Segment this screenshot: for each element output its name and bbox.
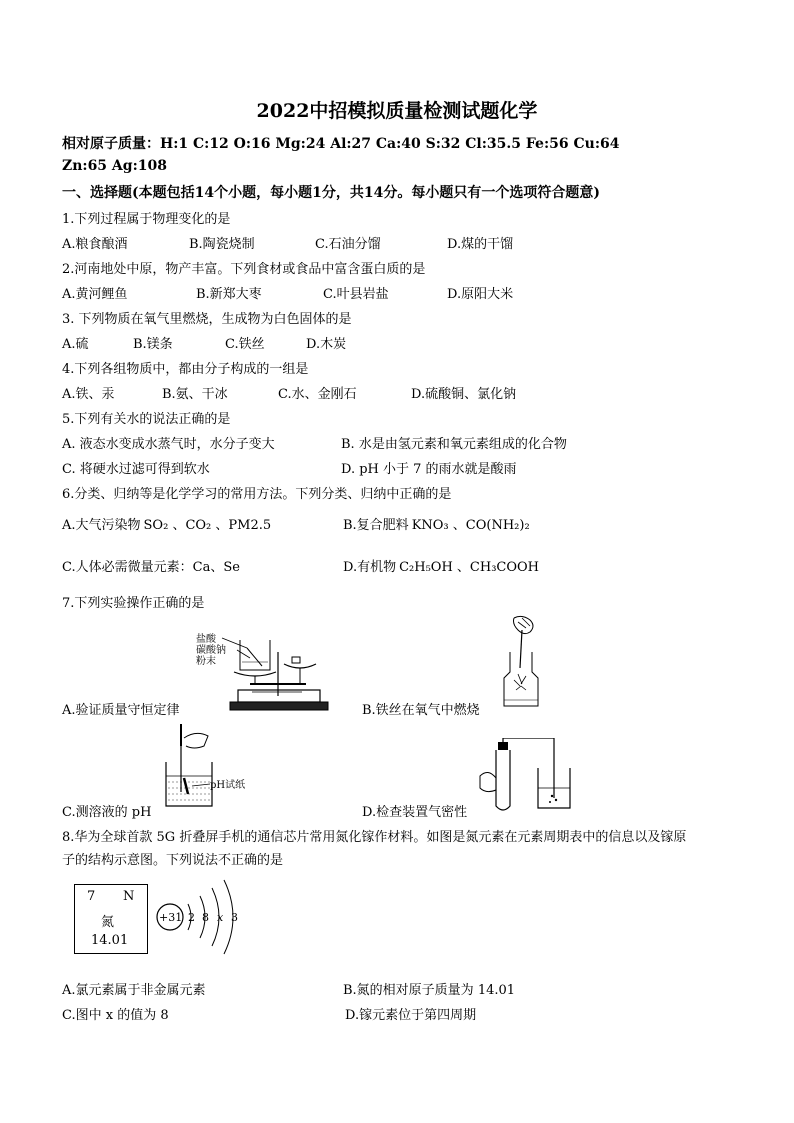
q8-option-c: C.图中 x 的值为 8: [62, 1008, 169, 1023]
q6-option-a: [62, 514, 271, 533]
q7-option-d: D.检查装置气密性: [362, 805, 468, 820]
q6-option-b: [343, 514, 530, 533]
q5-option-c: C. 将硬水过滤可得到软水: [62, 462, 210, 477]
q8-option-d: D.镓元素位于第四周期: [345, 1008, 477, 1023]
q6-option-d-prefix: D.有机物: [343, 560, 397, 575]
q6-option-b-prefix: B.复合肥料: [343, 518, 409, 533]
q7-option-c: C.测溶液的 pH: [62, 805, 152, 820]
q4-option-b: B.氨、干冰: [162, 387, 228, 402]
q3-option-a: A.硫: [62, 337, 89, 352]
q4-option-d: D.硫酸铜、氯化钠: [411, 387, 517, 402]
cell-mass: 14.01: [91, 933, 129, 948]
balance-figure: [192, 628, 342, 716]
label-na2co3: 碳酸钠: [196, 645, 226, 656]
q6-option-a-formula: SO₂ 、CO₂ 、PM2.5: [143, 518, 272, 533]
q5-option-b: B. 水是由氢元素和氧元素组成的化合物: [341, 437, 567, 452]
shell-1: 2: [188, 911, 195, 924]
section-heading: 一、选择题(本题包括14个小题，每小题1分，共14分。每小题只有一个选项符合题意): [62, 185, 600, 201]
label-ph-paper: pH试纸: [210, 780, 246, 791]
q5-option-a: A. 液态水变成水蒸气时，水分子变大: [62, 437, 275, 452]
q2-stem: 2.河南地处中原，物产丰富。下列食材或食品中富含蛋白质的是: [62, 262, 426, 277]
gallium-atom-diagram: [154, 874, 254, 960]
q7-stem: 7.下列实验操作正确的是: [62, 596, 205, 611]
q4-option-c: C.水、金刚石: [278, 387, 357, 402]
q7-option-a: A.验证质量守恒定律: [62, 703, 180, 718]
ph-test-figure: [160, 722, 290, 812]
q1-option-a: A.粮食酿酒: [62, 237, 128, 252]
cell-symbol: N: [123, 889, 135, 904]
airtightness-figure: [466, 738, 576, 816]
label-powder: 粉末: [196, 656, 216, 667]
q4-option-a: A.铁、汞: [62, 387, 115, 402]
q6-stem: 6.分类、归纳等是化学学习的常用方法。下列分类、归纳中正确的是: [62, 487, 452, 502]
shell-4: 3: [231, 911, 238, 924]
label-hcl: 盐酸: [196, 634, 216, 645]
q6-option-a-prefix: A.大气污染物: [62, 518, 141, 533]
q3-option-b: B.镁条: [133, 337, 173, 352]
q6-option-d-formula: C₂H₅OH 、CH₃COOH: [399, 560, 540, 575]
q5-option-d: D. pH 小于 7 的雨水就是酸雨: [341, 462, 517, 477]
q8-stem-line2: 子的结构示意图。下列说法不正确的是: [62, 853, 284, 868]
q6-option-c: C.人体必需微量元素：Ca、Se: [62, 560, 240, 575]
q1-option-d: D.煤的干馏: [447, 237, 514, 252]
q6-option-d: [343, 556, 539, 575]
shell-2: 8: [202, 911, 209, 924]
q3-option-c: C.铁丝: [225, 337, 265, 352]
page-title: 2022中招模拟质量检测试题化学: [256, 100, 538, 122]
q5-stem: 5.下列有关水的说法正确的是: [62, 412, 231, 427]
cell-atomic-number: 7: [87, 889, 96, 904]
element-cell-nitrogen: [74, 884, 148, 954]
atomic-masses-line1: 相对原子质量：H:1 C:12 O:16 Mg:24 Al:27 Ca:40 S:32 Cl:35.5 Fe:56 Cu:64: [62, 136, 620, 152]
q2-option-a: A.黄河鲤鱼: [62, 287, 128, 302]
atomic-masses-line2: Zn:65 Ag:108: [62, 158, 167, 174]
q8-option-b: B.氮的相对原子质量为 14.01: [343, 983, 516, 998]
q8-stem-line1: 8.华为全球首款 5G 折叠屏手机的通信芯片常用氮化镓作材料。如图是氮元素在元素周期表中的信息以及镓原: [62, 830, 687, 845]
q2-option-b: B.新郑大枣: [196, 287, 262, 302]
q1-stem: 1.下列过程属于物理变化的是: [62, 212, 231, 227]
q4-stem: 4.下列各组物质中，都由分子构成的一组是: [62, 362, 309, 377]
q6-option-b-formula: KNO₃ 、CO(NH₂)₂: [411, 518, 530, 533]
q1-option-c: C.石油分馏: [315, 237, 381, 252]
cell-name: 氮: [101, 915, 115, 930]
q8-option-a: A.氯元素属于非金属元素: [62, 983, 206, 998]
q2-option-d: D.原阳大米: [447, 287, 514, 302]
iron-burning-figure: [496, 614, 556, 714]
q2-option-c: C.叶县岩盐: [323, 287, 389, 302]
q7-option-b: B.铁丝在氧气中燃烧: [362, 703, 480, 718]
q1-option-b: B.陶瓷烧制: [189, 237, 255, 252]
nucleus-charge: +31: [159, 911, 183, 924]
q3-stem: 3. 下列物质在氧气里燃烧，生成物为白色固体的是: [62, 312, 352, 327]
q3-option-d: D.木炭: [306, 337, 347, 352]
shell-3: x: [217, 911, 224, 924]
